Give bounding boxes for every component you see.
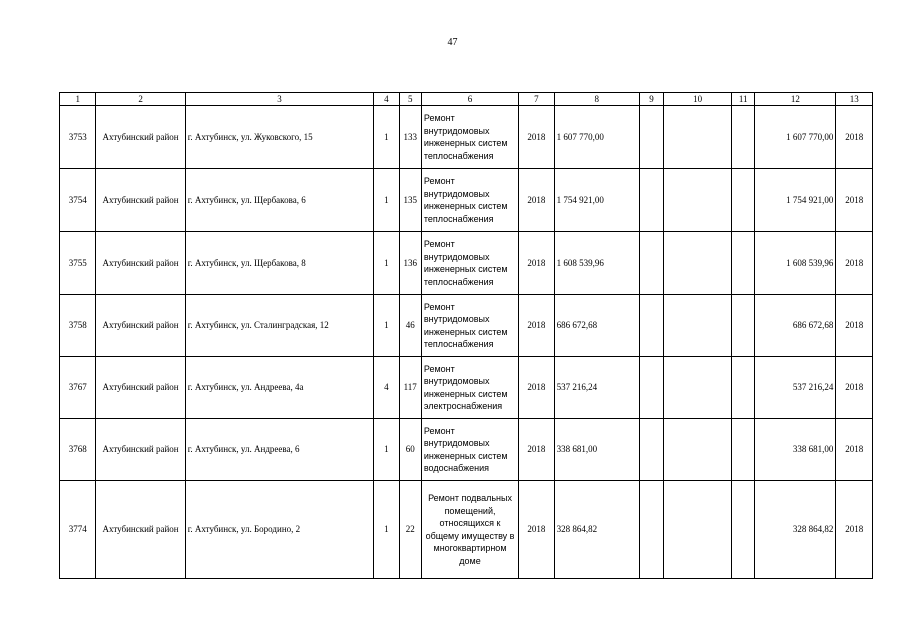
row-work-type: Ремонт внутридомовых инженерных систем водоснабжения bbox=[421, 419, 518, 481]
row-id: 3758 bbox=[60, 295, 96, 357]
row-id: 3753 bbox=[60, 106, 96, 169]
row-cost: 338 681,00 bbox=[554, 419, 639, 481]
row-year: 2018 bbox=[519, 357, 554, 419]
row-work-type: Ремонт внутридомовых инженерных систем электроснабжения bbox=[421, 357, 518, 419]
row-cost: 1 607 770,00 bbox=[554, 106, 639, 169]
row-year-end: 2018 bbox=[836, 169, 873, 232]
row-work-type: Ремонт внутридомовых инженерных систем теплоснабжения bbox=[421, 295, 518, 357]
row-district: Ахтубинский район bbox=[96, 419, 185, 481]
row-year: 2018 bbox=[519, 232, 554, 295]
column-number-row bbox=[60, 93, 873, 106]
row-col5: 60 bbox=[399, 419, 421, 481]
row-col4: 4 bbox=[374, 357, 399, 419]
column-header-10: 10 bbox=[664, 93, 732, 106]
row-year: 2018 bbox=[519, 169, 554, 232]
row-col4: 1 bbox=[374, 419, 399, 481]
row-col5: 135 bbox=[399, 169, 421, 232]
row-col5: 117 bbox=[399, 357, 421, 419]
row-col11 bbox=[732, 481, 755, 579]
row-year-end: 2018 bbox=[836, 419, 873, 481]
column-header-1: 1 bbox=[60, 93, 96, 106]
row-cost: 1 754 921,00 bbox=[554, 169, 639, 232]
row-total: 338 681,00 bbox=[755, 419, 836, 481]
table-row bbox=[60, 169, 873, 232]
row-cost: 686 672,68 bbox=[554, 295, 639, 357]
row-address: г. Ахтубинск, ул. Андреева, 4а bbox=[185, 357, 374, 419]
row-district: Ахтубинский район bbox=[96, 106, 185, 169]
column-header-9: 9 bbox=[639, 93, 663, 106]
row-id: 3774 bbox=[60, 481, 96, 579]
row-col11 bbox=[732, 295, 755, 357]
table-row bbox=[60, 481, 873, 579]
row-col4: 1 bbox=[374, 295, 399, 357]
column-header-13: 13 bbox=[836, 93, 873, 106]
row-year-end: 2018 bbox=[836, 106, 873, 169]
row-address: г. Ахтубинск, ул. Андреева, 6 bbox=[185, 419, 374, 481]
row-total: 537 216,24 bbox=[755, 357, 836, 419]
row-district: Ахтубинский район bbox=[96, 169, 185, 232]
row-work-type: Ремонт подвальных помещений, относящихся к общему имуществу в многоквартирном доме bbox=[421, 481, 518, 579]
row-col10 bbox=[664, 169, 732, 232]
column-header-3: 3 bbox=[185, 93, 374, 106]
row-year: 2018 bbox=[519, 295, 554, 357]
table-row bbox=[60, 106, 873, 169]
row-district: Ахтубинский район bbox=[96, 357, 185, 419]
row-total: 1 607 770,00 bbox=[755, 106, 836, 169]
row-year-end: 2018 bbox=[836, 357, 873, 419]
row-total: 686 672,68 bbox=[755, 295, 836, 357]
row-col9 bbox=[639, 357, 663, 419]
row-col11 bbox=[732, 106, 755, 169]
column-header-4: 4 bbox=[374, 93, 399, 106]
column-header-7: 7 bbox=[519, 93, 554, 106]
row-address: г. Ахтубинск, ул. Жуковского, 15 bbox=[185, 106, 374, 169]
row-address: г. Ахтубинск, ул. Бородино, 2 bbox=[185, 481, 374, 579]
row-col5: 22 bbox=[399, 481, 421, 579]
row-year-end: 2018 bbox=[836, 481, 873, 579]
row-col11 bbox=[732, 419, 755, 481]
row-id: 3768 bbox=[60, 419, 96, 481]
row-work-type: Ремонт внутридомовых инженерных систем теплоснабжения bbox=[421, 232, 518, 295]
column-header-8: 8 bbox=[554, 93, 639, 106]
row-col9 bbox=[639, 106, 663, 169]
table-row bbox=[60, 357, 873, 419]
row-year-end: 2018 bbox=[836, 295, 873, 357]
row-col9 bbox=[639, 481, 663, 579]
column-header-11: 11 bbox=[732, 93, 755, 106]
row-col5: 136 bbox=[399, 232, 421, 295]
row-col5: 133 bbox=[399, 106, 421, 169]
row-district: Ахтубинский район bbox=[96, 232, 185, 295]
row-year: 2018 bbox=[519, 481, 554, 579]
row-col9 bbox=[639, 232, 663, 295]
row-col4: 1 bbox=[374, 169, 399, 232]
table-row bbox=[60, 295, 873, 357]
row-col10 bbox=[664, 357, 732, 419]
row-id: 3767 bbox=[60, 357, 96, 419]
column-header-6: 6 bbox=[421, 93, 518, 106]
row-year-end: 2018 bbox=[836, 232, 873, 295]
row-district: Ахтубинский район bbox=[96, 481, 185, 579]
row-col10 bbox=[664, 232, 732, 295]
row-address: г. Ахтубинск, ул. Щербакова, 8 bbox=[185, 232, 374, 295]
row-cost: 328 864,82 bbox=[554, 481, 639, 579]
row-col10 bbox=[664, 419, 732, 481]
row-col11 bbox=[732, 357, 755, 419]
row-col4: 1 bbox=[374, 481, 399, 579]
row-col9 bbox=[639, 419, 663, 481]
row-id: 3755 bbox=[60, 232, 96, 295]
row-col11 bbox=[732, 169, 755, 232]
row-work-type: Ремонт внутридомовых инженерных систем теплоснабжения bbox=[421, 106, 518, 169]
row-year: 2018 bbox=[519, 419, 554, 481]
row-col9 bbox=[639, 169, 663, 232]
row-id: 3754 bbox=[60, 169, 96, 232]
column-header-12: 12 bbox=[755, 93, 836, 106]
row-col9 bbox=[639, 295, 663, 357]
row-district: Ахтубинский район bbox=[96, 295, 185, 357]
repair-program-table bbox=[59, 92, 873, 579]
table-row bbox=[60, 232, 873, 295]
row-cost: 1 608 539,96 bbox=[554, 232, 639, 295]
page-number: 47 bbox=[447, 37, 458, 48]
row-year: 2018 bbox=[519, 106, 554, 169]
row-col4: 1 bbox=[374, 106, 399, 169]
row-work-type: Ремонт внутридомовых инженерных систем теплоснабжения bbox=[421, 169, 518, 232]
row-col11 bbox=[732, 232, 755, 295]
row-total: 1 754 921,00 bbox=[755, 169, 836, 232]
row-total: 1 608 539,96 bbox=[755, 232, 836, 295]
row-total: 328 864,82 bbox=[755, 481, 836, 579]
column-header-2: 2 bbox=[96, 93, 185, 106]
row-col5: 46 bbox=[399, 295, 421, 357]
row-cost: 537 216,24 bbox=[554, 357, 639, 419]
row-col10 bbox=[664, 295, 732, 357]
row-col10 bbox=[664, 481, 732, 579]
row-address: г. Ахтубинск, ул. Сталинградская, 12 bbox=[185, 295, 374, 357]
column-header-5: 5 bbox=[399, 93, 421, 106]
row-col10 bbox=[664, 106, 732, 169]
table-row bbox=[60, 419, 873, 481]
row-address: г. Ахтубинск, ул. Щербакова, 6 bbox=[185, 169, 374, 232]
row-col4: 1 bbox=[374, 232, 399, 295]
